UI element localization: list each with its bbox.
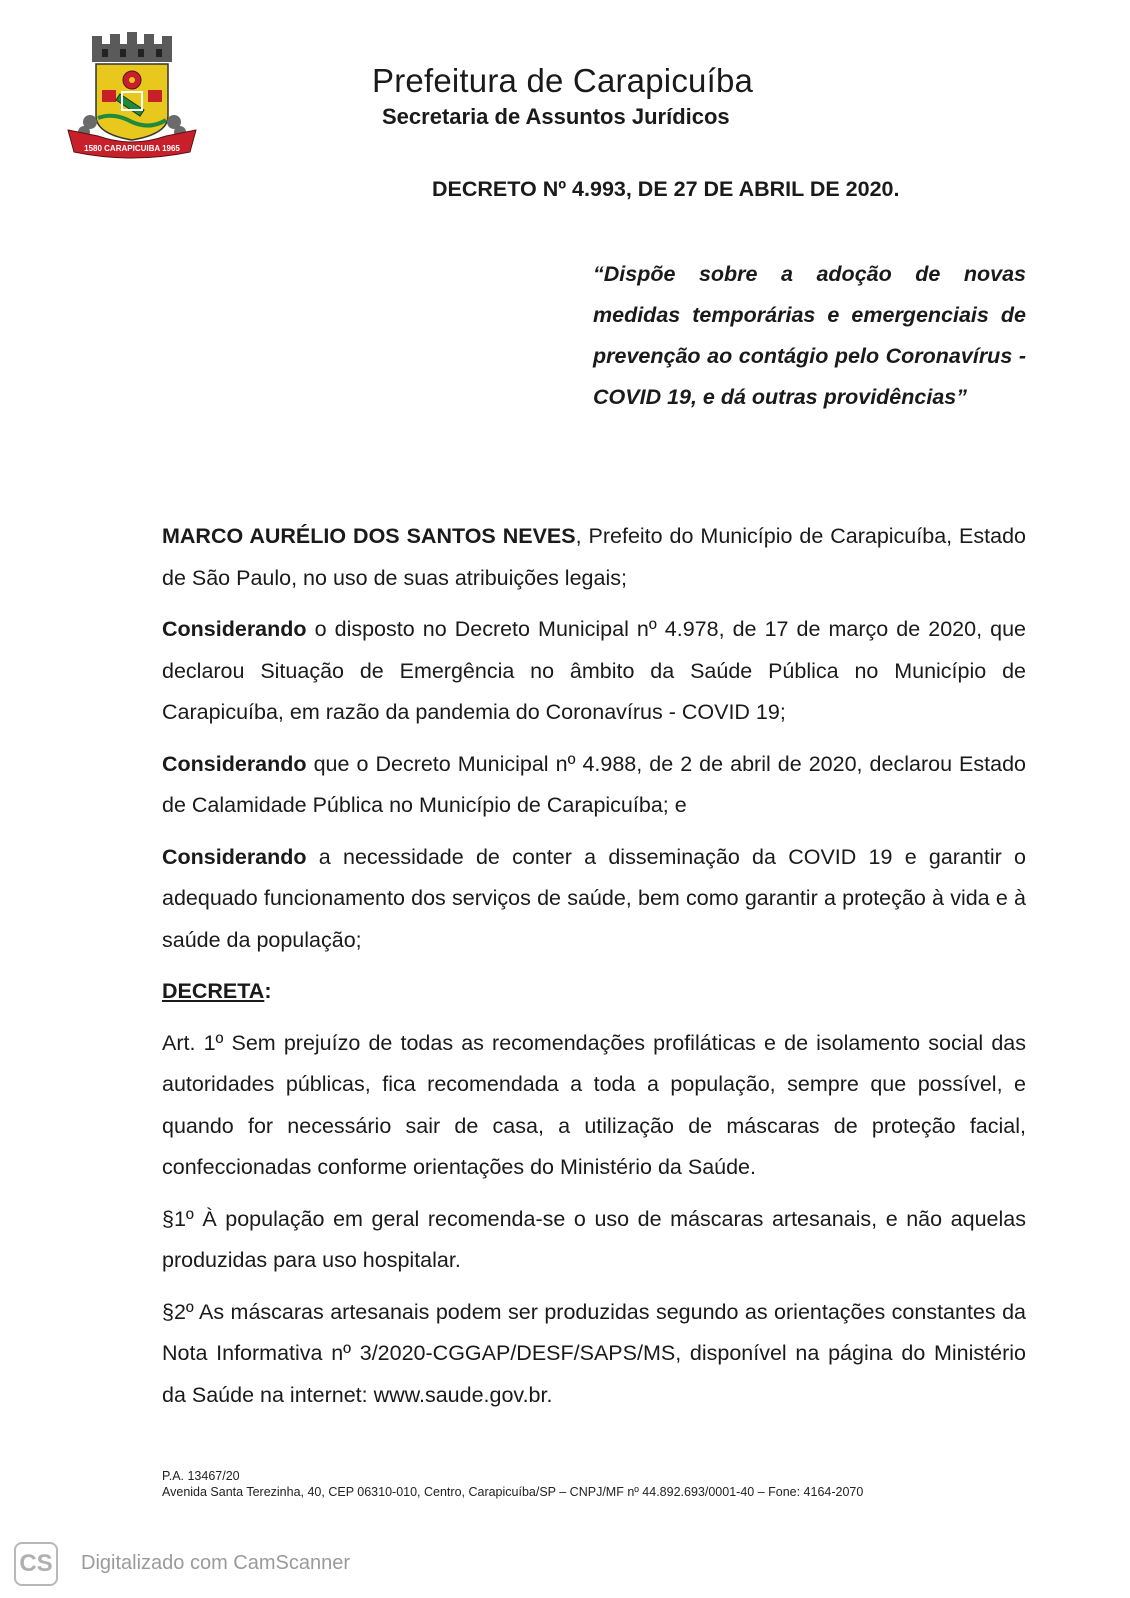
considerando-text: que o Decreto Municipal nº 4.988, de 2 de abril de 2020, declarou Estado de Calamidade Pública no Município de Carapicuíba; e [162, 751, 1026, 817]
considerando-label: Considerando [162, 617, 307, 641]
coat-of-arms-icon [62, 30, 202, 165]
page-footer [162, 1468, 863, 1500]
considerando-paragraph [162, 837, 1026, 962]
decree-body [162, 516, 1026, 1426]
considerando-text: o disposto no Decreto Municipal nº 4.978, de 17 de março de 2020, que declarou Situação de Emergência no âmbito da Saúde Pública no Município de Carapicuíba, em razão da pandemia do Coronavírus - COVID 19; [162, 617, 1026, 724]
process-number: P.A. 13467/20 [162, 1469, 240, 1483]
svg-text:1580 CARAPICUIBA 1965: 1580 CARAPICUIBA 1965 [84, 144, 180, 153]
department-name: Secretaria de Assuntos Jurídicos [382, 104, 730, 129]
considerando-label: Considerando [162, 751, 307, 776]
considerando-text: a necessidade de conter a disseminação da COVID 19 e garantir o adequado funcionamento dos serviços de saúde, bem como garantir a proteção à vida e à saúde da população; [162, 844, 1026, 952]
camscanner-logo-icon: CS [14, 1542, 58, 1586]
considerando-paragraph [162, 609, 1026, 734]
mayor-name: MARCO AURÉLIO DOS SANTOS NEVES [162, 524, 576, 548]
decree-title: DECRETO Nº 4.993, DE 27 DE ABRIL DE 2020. [432, 177, 900, 201]
considerando-paragraph [162, 744, 1026, 827]
intro-text: , Prefeito do Município de Carapicuíba, Estado de São Paulo, no uso de suas atribuições legais; [162, 524, 1026, 590]
article-1: Art. 1º Sem prejuízo de todas as recomendações profiláticas e de isolamento social das autoridades públicas, fica recomendada a toda a população, sempre que possível, e quando for necessário sair de casa, a utilização de máscaras de proteção facial, confeccionadas conforme orientações do Ministério da Saúde. [162, 1030, 1026, 1179]
considerando-label: Considerando [162, 844, 307, 869]
decree-ementa: “Dispõe sobre a adoção de novas medidas temporárias e emergenciais de prevenção ao contágio pelo Coronavírus - COVID 19, e dá outras providências” [593, 262, 1026, 409]
org-name: Prefeitura de Carapicuíba [372, 62, 754, 99]
camscanner-watermark: Digitalizado com CamScanner [81, 1552, 351, 1574]
decreta-label: DECRETA [162, 979, 265, 1003]
paragraph-1: §1º À população em geral recomenda-se o uso de máscaras artesanais, e não aquelas produzidas para uso hospitalar. [162, 1206, 1026, 1272]
paragraph-2: §2º As máscaras artesanais podem ser produzidas segundo as orientações constantes da Nota Informativa nº 3/2020-CGGAP/DESF/SAPS/MS, disponível na página do Ministério da Saúde na internet: www.saude.gov.br. [162, 1299, 1026, 1407]
decreta-colon: : [264, 979, 272, 1003]
footer-address: Avenida Santa Terezinha, 40, CEP 06310-010, Centro, Carapicuíba/SP – CNPJ/MF nº 44.892.693/0001-40 – Fone: 4164-2070 [162, 1485, 864, 1499]
decreta-heading [162, 971, 1026, 1013]
intro-paragraph [162, 516, 1026, 599]
